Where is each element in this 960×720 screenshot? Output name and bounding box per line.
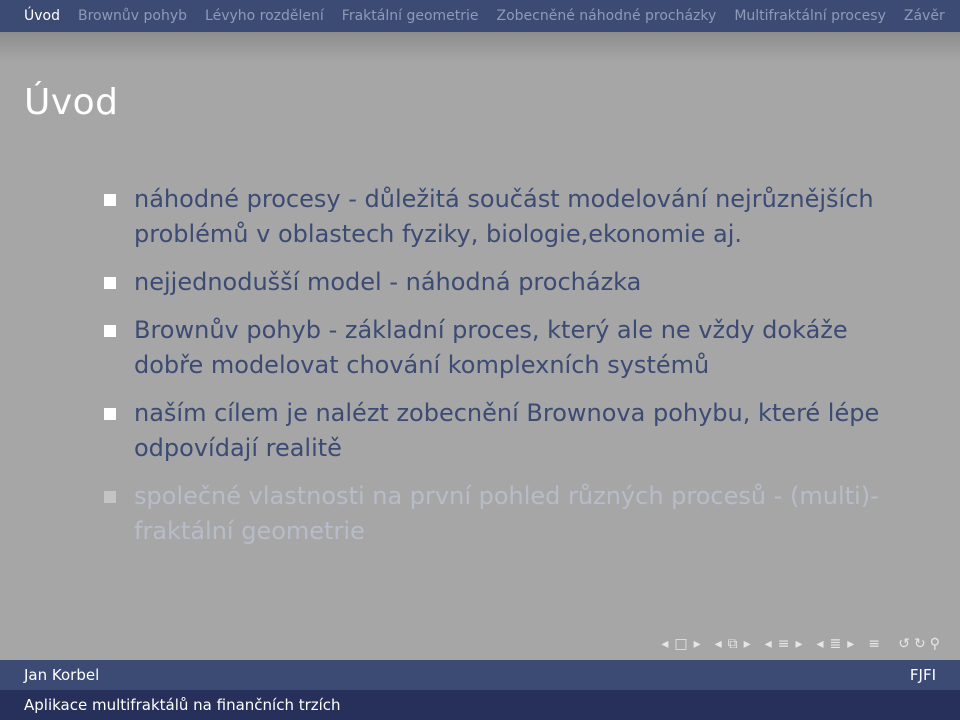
- footer-author-bar: [0, 660, 960, 690]
- bullet-item: [100, 396, 880, 466]
- back-icon[interactable]: ↺: [898, 636, 910, 652]
- prev-frame-icon[interactable]: ◂: [661, 636, 669, 652]
- nav-section-multifraktalni-procesy[interactable]: Multifraktální procesy: [734, 8, 886, 24]
- bullet-square-icon: [104, 277, 116, 289]
- bullet-square-icon: [104, 408, 116, 420]
- header-shadow: [0, 32, 960, 62]
- nav-section-zobecnene-nahodne-prochazky[interactable]: Zobecněné náhodné procházky: [496, 8, 717, 24]
- nav-section-brownuv-pohyb[interactable]: Brownův pohyb: [77, 8, 188, 24]
- bullet-item: [100, 313, 880, 383]
- nav-section-fraktalni-geometrie[interactable]: Fraktální geometrie: [341, 8, 479, 24]
- prev-subsection-icon[interactable]: ◂: [714, 636, 722, 652]
- beamer-navigation-symbols: [655, 636, 880, 652]
- bullet-list: [100, 182, 880, 562]
- toc-icon[interactable]: ≡: [868, 636, 880, 652]
- prev-section-icon[interactable]: ◂: [764, 636, 772, 652]
- frame-icon[interactable]: □: [674, 636, 688, 652]
- bullet-text: náhodné procesy - důležitá součást modelování nejrůznějších problémů v oblastech fyziky, biologie,ekonomie aj.: [134, 185, 874, 248]
- bullet-square-icon: [104, 325, 116, 337]
- nav-section-zaver[interactable]: Závěr: [903, 8, 945, 24]
- next-subsection-icon[interactable]: ▸: [743, 636, 751, 652]
- beamer-search-symbols: [894, 636, 940, 652]
- bullet-square-icon: [104, 194, 116, 206]
- next-document-icon[interactable]: ▸: [847, 636, 855, 652]
- section-navigation: [0, 0, 960, 32]
- section-icon[interactable]: ≡: [777, 636, 790, 652]
- bullet-item: [100, 182, 880, 252]
- frame-title: Úvod: [24, 82, 119, 123]
- prev-document-icon[interactable]: ◂: [816, 636, 824, 652]
- footer-author: Jan Korbel: [24, 666, 100, 684]
- nav-section-levyho-rozdeleni[interactable]: Lévyho rozdělení: [205, 8, 324, 24]
- next-section-icon[interactable]: ▸: [795, 636, 803, 652]
- bullet-item: [100, 265, 880, 300]
- bullet-text: nejjednodušší model - náhodná procházka: [134, 268, 642, 296]
- bullet-text: naším cílem je nalézt zobecnění Brownova pohybu, které lépe odpovídají realitě: [134, 399, 880, 462]
- forward-icon[interactable]: ↻: [914, 636, 926, 652]
- bullet-text: společné vlastnosti na první pohled různých procesů - (multi)-fraktální geometrie: [134, 482, 879, 545]
- bullet-item-faded: [100, 479, 880, 549]
- bullet-square-icon: [104, 491, 116, 503]
- nav-section-uvod[interactable]: Úvod: [24, 8, 60, 24]
- footer-talk-title: Aplikace multifraktálů na finančních trzích: [24, 696, 341, 714]
- document-icon[interactable]: ≣: [829, 636, 842, 652]
- footer-institute: FJFI: [909, 666, 936, 684]
- bullet-text: Brownův pohyb - základní proces, který ale ne vždy dokáže dobře modelovat chování komplexních systémů: [134, 316, 848, 379]
- search-icon[interactable]: ⚲: [929, 636, 940, 652]
- subsection-icon[interactable]: ⧉: [727, 636, 738, 652]
- next-frame-icon[interactable]: ▸: [693, 636, 701, 652]
- footer-title-bar: [0, 690, 960, 720]
